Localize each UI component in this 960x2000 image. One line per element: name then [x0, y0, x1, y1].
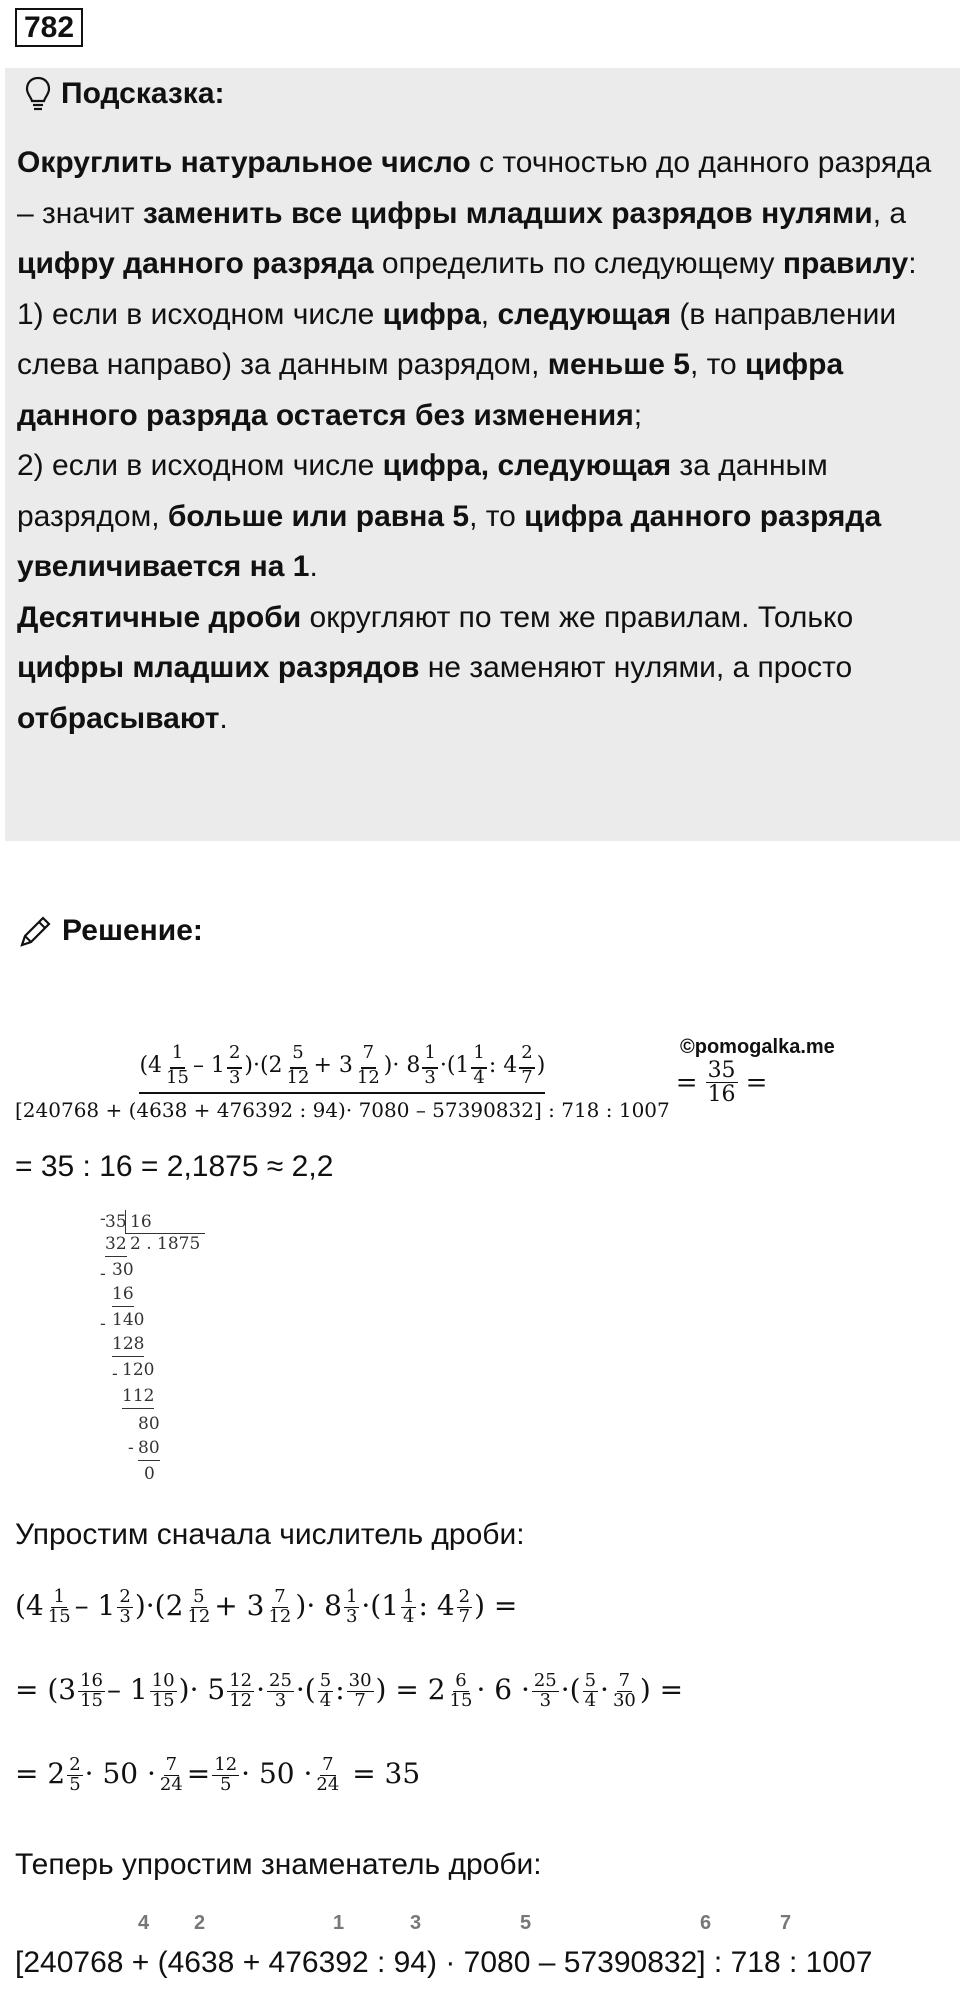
main-fraction-denominator: [240768 + (4638 + 476392 : 94)· 7080 – 57390832] : 718 : 1007	[15, 1097, 670, 1122]
main-fraction-numerator: (4 $\frac{1}{15}$ – 1 $\frac{2}{3}$ )·(2 $\frac{5}{12}$ + 3 $\frac{7}{12}$ )· 8 $\frac{1}{3}$ ·(1 $\frac{1}{4}$ : 4 $\frac{2}{7}$ )	[139, 1044, 545, 1094]
result-numerator: 35	[707, 1058, 736, 1084]
main-fraction: (4 $\frac{1}{15}$ – 1 $\frac{2}{3}$ )·(2 $\frac{5}{12}$ + 3 $\frac{7}{12}$ )· 8 $\frac{1}{3}$ ·(1 $\frac{1}{4}$ : 4 $\frac{2}{7}$ ) [240768 + (4638 + 476392 : 94)· 7080 – 57390832] : 718 : 1007 = $\frac{35}{16}$ =	[15, 1042, 768, 1122]
ld-step-7: 112	[122, 1386, 155, 1406]
ld-step-3: 16	[112, 1284, 134, 1304]
order-mark-5: 5	[520, 1912, 532, 1934]
denominator-expression: [240768 + (4638 + 476392 : 94) · 7080 – 57390832] : 718 : 1007	[15, 1946, 873, 1979]
text-denominator: Теперь упростим знаменатель дроби:	[15, 1848, 542, 1881]
result-fraction	[706, 1059, 738, 1106]
order-mark-2: 2	[194, 1912, 206, 1934]
solution-header	[18, 913, 203, 949]
numerator-step-2: = (3 $\frac{16}{15}$ – 1 $\frac{10}{15}$ )· 5 $\frac{12}{12}$ · $\frac{25}{3}$ ·( $\frac{5}{4}$ : $\frac{30}{7}$ ) = 2 $\frac{6}{15}$ · 6 · $\frac{25}{3}$ ·( $\frac{5}{4}$ · $\frac{7}{30}$ ) =	[15, 1670, 684, 1711]
hint-paragraph-3: 2) если в исходном числе цифра, следующая за данным разрядом, больше или равна 5, то цифра данного разряда увеличивается на 1.	[17, 449, 882, 583]
order-mark-3: 1	[333, 1912, 345, 1934]
main-fraction-body	[15, 1044, 670, 1122]
ld-divisor: 16	[130, 1212, 152, 1232]
ld-step-1: 32	[105, 1234, 127, 1254]
result-denominator: 16	[707, 1082, 736, 1108]
hint-text	[17, 138, 952, 744]
ld-step-10: 0	[144, 1464, 155, 1484]
order-mark-1: 4	[138, 1912, 150, 1934]
ld-step-8: 80	[138, 1414, 160, 1434]
lightbulb-icon	[25, 76, 51, 112]
order-mark-6: 6	[700, 1912, 712, 1934]
order-mark-4: 3	[410, 1912, 422, 1934]
problem-number: 782	[15, 8, 83, 47]
order-mark-7: 7	[780, 1912, 792, 1934]
hint-paragraph-4: Десятичные дроби округляют по тем же правилам. Только цифры младших разрядов не заменяют нулями, а просто отбрасывают.	[17, 600, 854, 735]
ld-step-9: 80	[138, 1438, 160, 1458]
hint-title: Подсказка:	[61, 77, 225, 110]
hint-header	[25, 76, 225, 112]
ld-step-4: 140	[112, 1310, 145, 1330]
ld-dividend: 35	[105, 1212, 127, 1232]
text-numerator: Упростим сначала числитель дроби:	[15, 1518, 525, 1551]
ld-step-2: 30	[112, 1260, 134, 1280]
numerator-result: = 35	[343, 1756, 421, 1790]
ld-step-5: 128	[112, 1334, 145, 1354]
numerator-step-3: = 2 $\frac{2}{5}$ · 50 · $\frac{7}{24}$ = $\frac{12}{5}$ · 50 · $\frac{7}{24}$ = 35	[15, 1754, 421, 1795]
hint-paragraph-2: 1) если в исходном числе цифра, следующая (в направлении слева направо) за данным разрядом, меньше 5, то цифра данного разряда остается без изменения;	[17, 297, 897, 432]
watermark: ©pomogalka.me	[680, 1036, 835, 1058]
pencil-icon	[18, 913, 54, 949]
hint-paragraph-1: Округлить натуральное число с точностью до данного разряда – значит заменить все цифры младших разрядов нулями, а цифру данного разряда определить по следующему правилу:	[17, 146, 932, 280]
division-result-line: = 35 : 16 = 2,1875 ≈ 2,2	[15, 1150, 334, 1183]
ld-step-6: 120	[122, 1360, 155, 1380]
ld-quotient: 2 . 1875	[130, 1234, 201, 1254]
hint-panel	[5, 68, 960, 841]
solution-title: Решение:	[62, 914, 203, 947]
numerator-expression: (4 $\frac{1}{15}$ – 1 $\frac{2}{3}$ )·(2 $\frac{5}{12}$ + 3 $\frac{7}{12}$ )· 8 $\frac{1}{3}$ ·(1 $\frac{1}{4}$ : 4 $\frac{2}{7}$ ) =	[15, 1586, 518, 1627]
